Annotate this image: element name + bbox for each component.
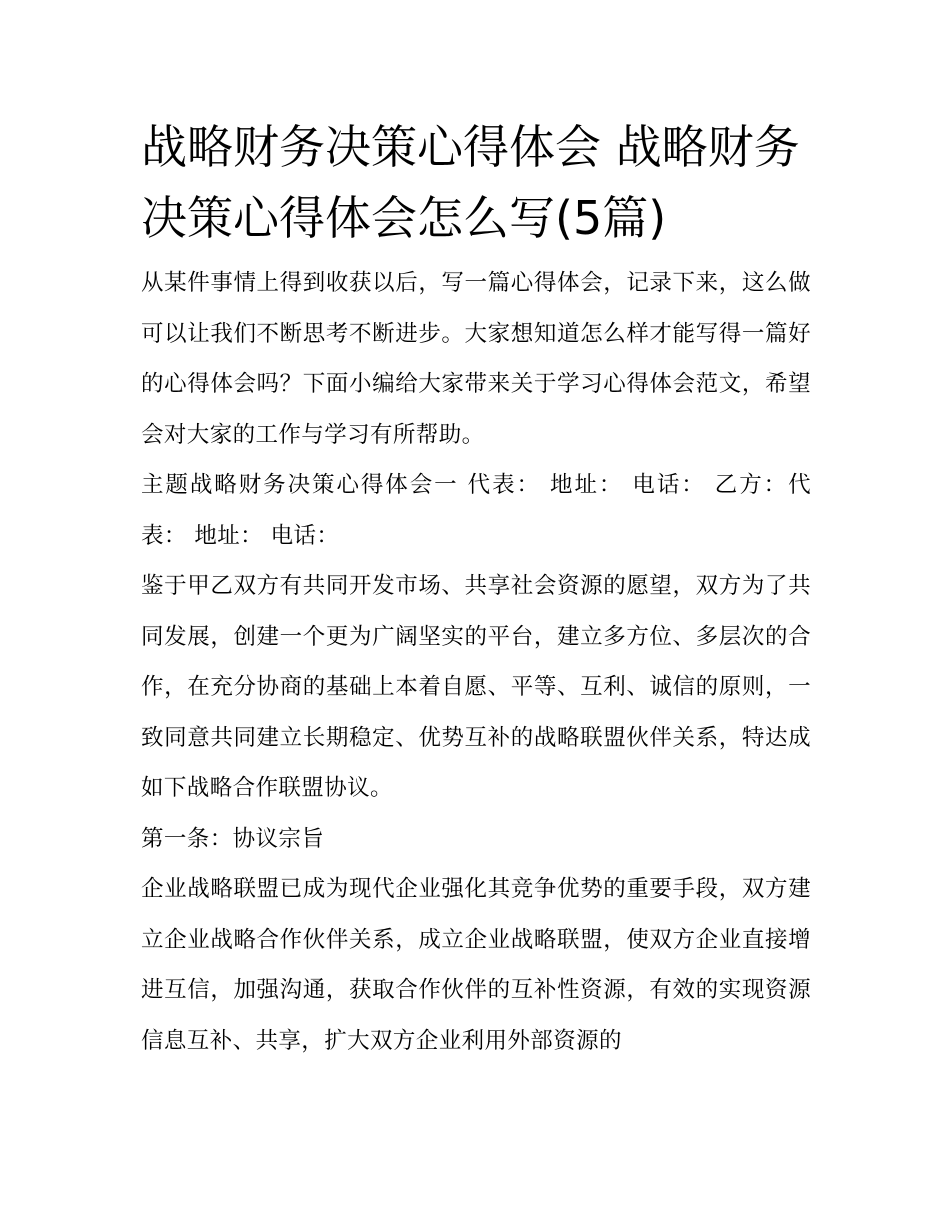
paragraph-parties: 主题战略财务决策心得体会一 代表： 地址： 电话： 乙方：代表： 地址： 电话： xyxy=(141,472,811,549)
document-title: 战略财务决策心得体会 战略财务决策心得体会怎么写(5篇) xyxy=(141,120,800,245)
paragraph-article-body: 企业战略联盟已成为现代企业强化其竞争优势的重要手段，双方建立企业战略合作伙伴关系，成立企业战略联盟，使双方企业直接增进互信，加强沟通，获取合作伙伴的互补性资源，有效的实现资源信息互补、共享，扩大双方企业利用外部资源的 xyxy=(141,876,811,1054)
paragraph-preamble: 鉴于甲乙双方有共同开发市场、共享社会资源的愿望，双方为了共同发展，创建一个更为广阔坚实的平台，建立多方位、多层次的合作，在充分协商的基础上本着自愿、平等、互利、诚信的原则，一致同意共同建立长期稳定、优势互补的战略联盟伙伴关系，特达成如下战略合作联盟协议。 xyxy=(141,573,811,801)
paragraph-intro: 从某件事情上得到收获以后，写一篇心得体会，记录下来，这么做可以让我们不断思考不断进步。大家想知道怎么样才能写得一篇好的心得体会吗？下面小编给大家带来关于学习心得体会范文，希望会对大家的工作与学习有所帮助。 xyxy=(141,270,811,448)
document-body xyxy=(141,112,811,1066)
article-heading: 第一条：协议宗旨 xyxy=(141,825,325,852)
